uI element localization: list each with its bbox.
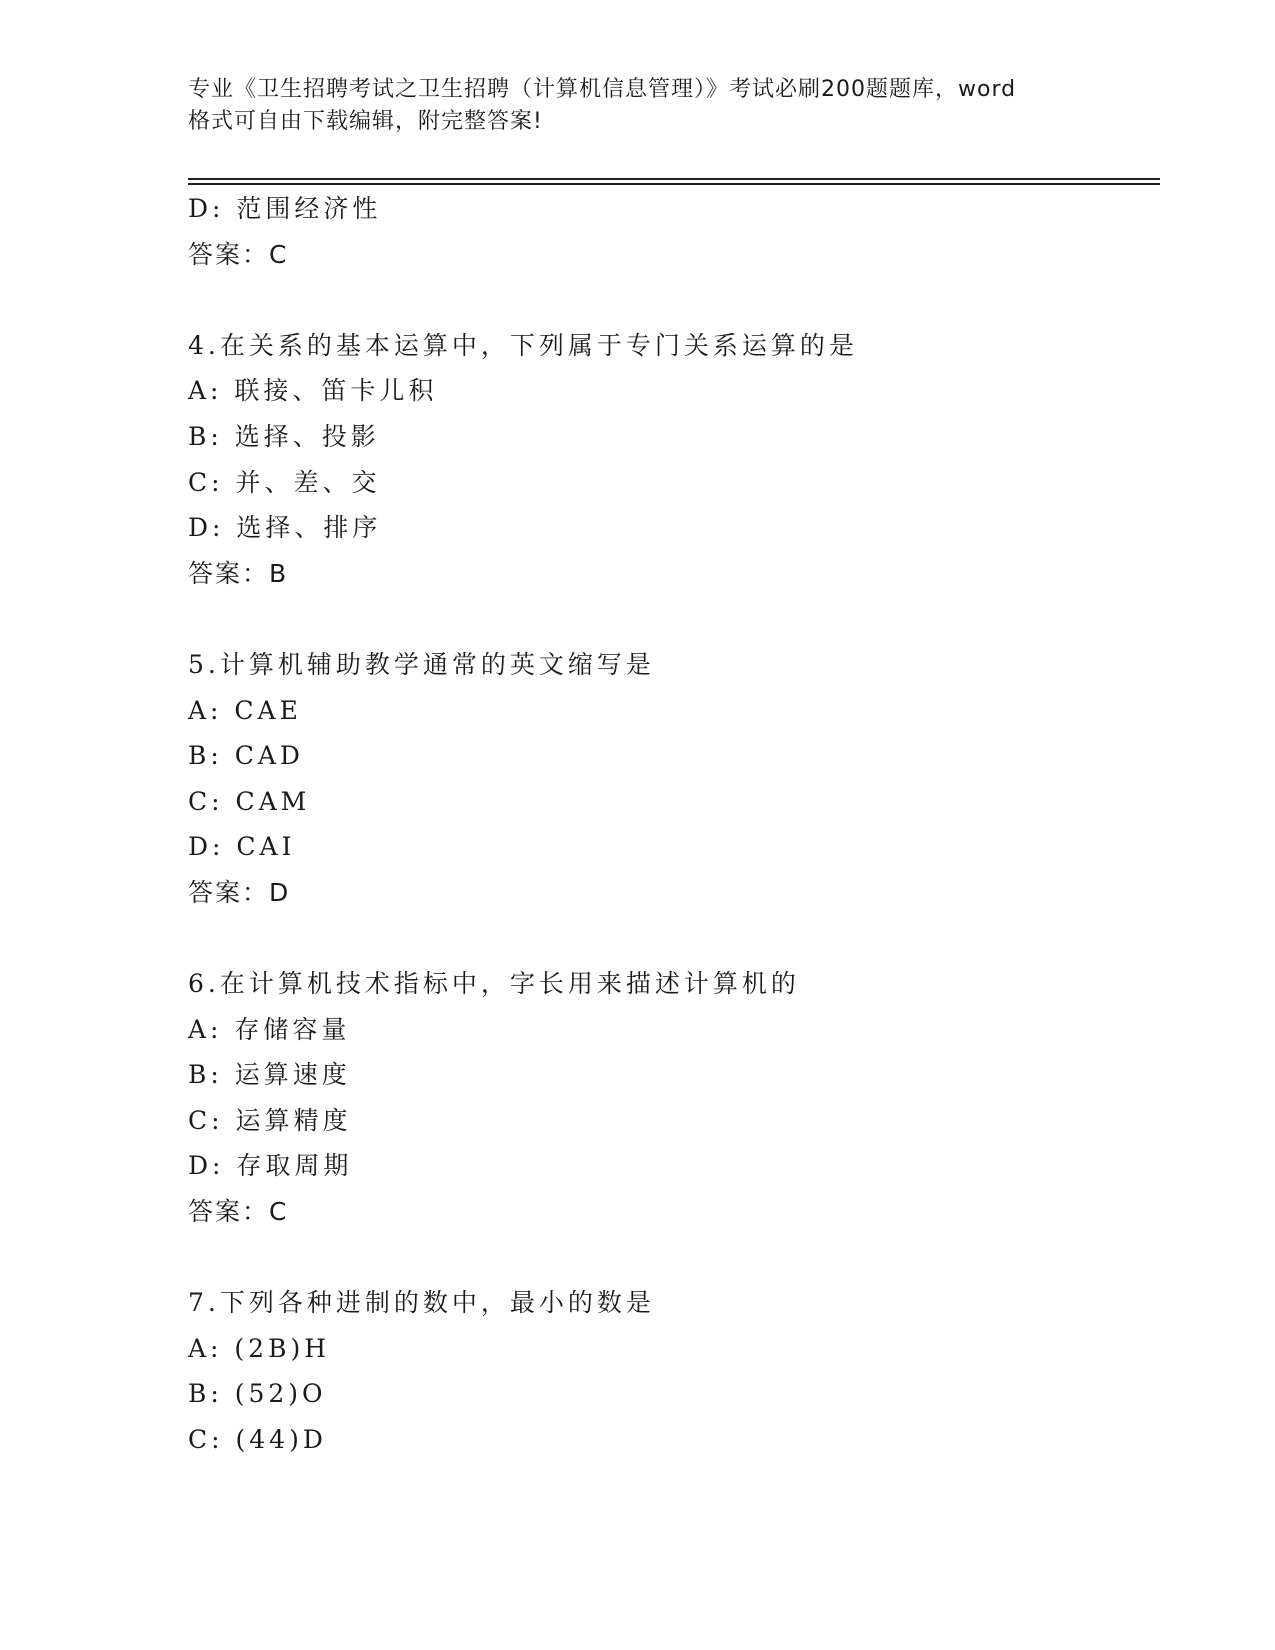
question-title: 7.下列各种进制的数中，最小的数是 [188, 1288, 655, 1318]
question-content [188, 186, 1160, 1463]
option-d: D: 存取周期 [188, 1151, 353, 1181]
option-b: B: (52)O [188, 1379, 327, 1409]
option-a: A: CAE [188, 695, 302, 725]
question-6 [188, 961, 1160, 1235]
question-4 [188, 323, 1160, 597]
option-b: B: CAD [188, 741, 304, 771]
option-a: A: 存储容量 [188, 1014, 351, 1044]
option-d: D: CAI [188, 832, 296, 862]
option-c: C: 运算精度 [188, 1105, 352, 1135]
answer: 答案：B [188, 558, 289, 588]
option-c: C: CAM [188, 786, 311, 816]
question-5 [188, 642, 1160, 916]
question-title: 6.在计算机技术指标中，字长用来描述计算机的 [188, 969, 800, 999]
option-d: D: 选择、排序 [188, 513, 382, 543]
option-a: A: (2B)H [188, 1333, 331, 1363]
header-line-2: 格式可自由下载编辑，附完整答案! [188, 109, 543, 134]
spacer [188, 277, 1160, 323]
question-title: 4.在关系的基本运算中，下列属于专门关系运算的是 [188, 330, 858, 360]
option-b: B: 运算速度 [188, 1060, 351, 1090]
answer: 答案：C [188, 1197, 289, 1227]
header-divider-top [188, 178, 1160, 180]
question-7 [188, 1280, 1160, 1462]
spacer [188, 916, 1160, 962]
answer: 答案：D [188, 877, 291, 907]
spacer [188, 1235, 1160, 1281]
option-d: D: 范围经济性 [188, 194, 382, 223]
answer: 答案：C [188, 239, 289, 269]
document-header [188, 74, 1088, 138]
option-c: C: (44)D [188, 1425, 327, 1455]
option-b: B: 选择、投影 [188, 421, 380, 451]
header-divider-bottom [188, 183, 1160, 185]
option-c: C: 并、差、交 [188, 467, 381, 497]
option-a: A: 联接、笛卡儿积 [188, 376, 438, 406]
question-title: 5.计算机辅助教学通常的英文缩写是 [188, 649, 655, 679]
spacer [188, 596, 1160, 642]
header-line-1: 专业《卫生招聘考试之卫生招聘（计算机信息管理）》考试必刷200题题库，word [188, 77, 1017, 102]
